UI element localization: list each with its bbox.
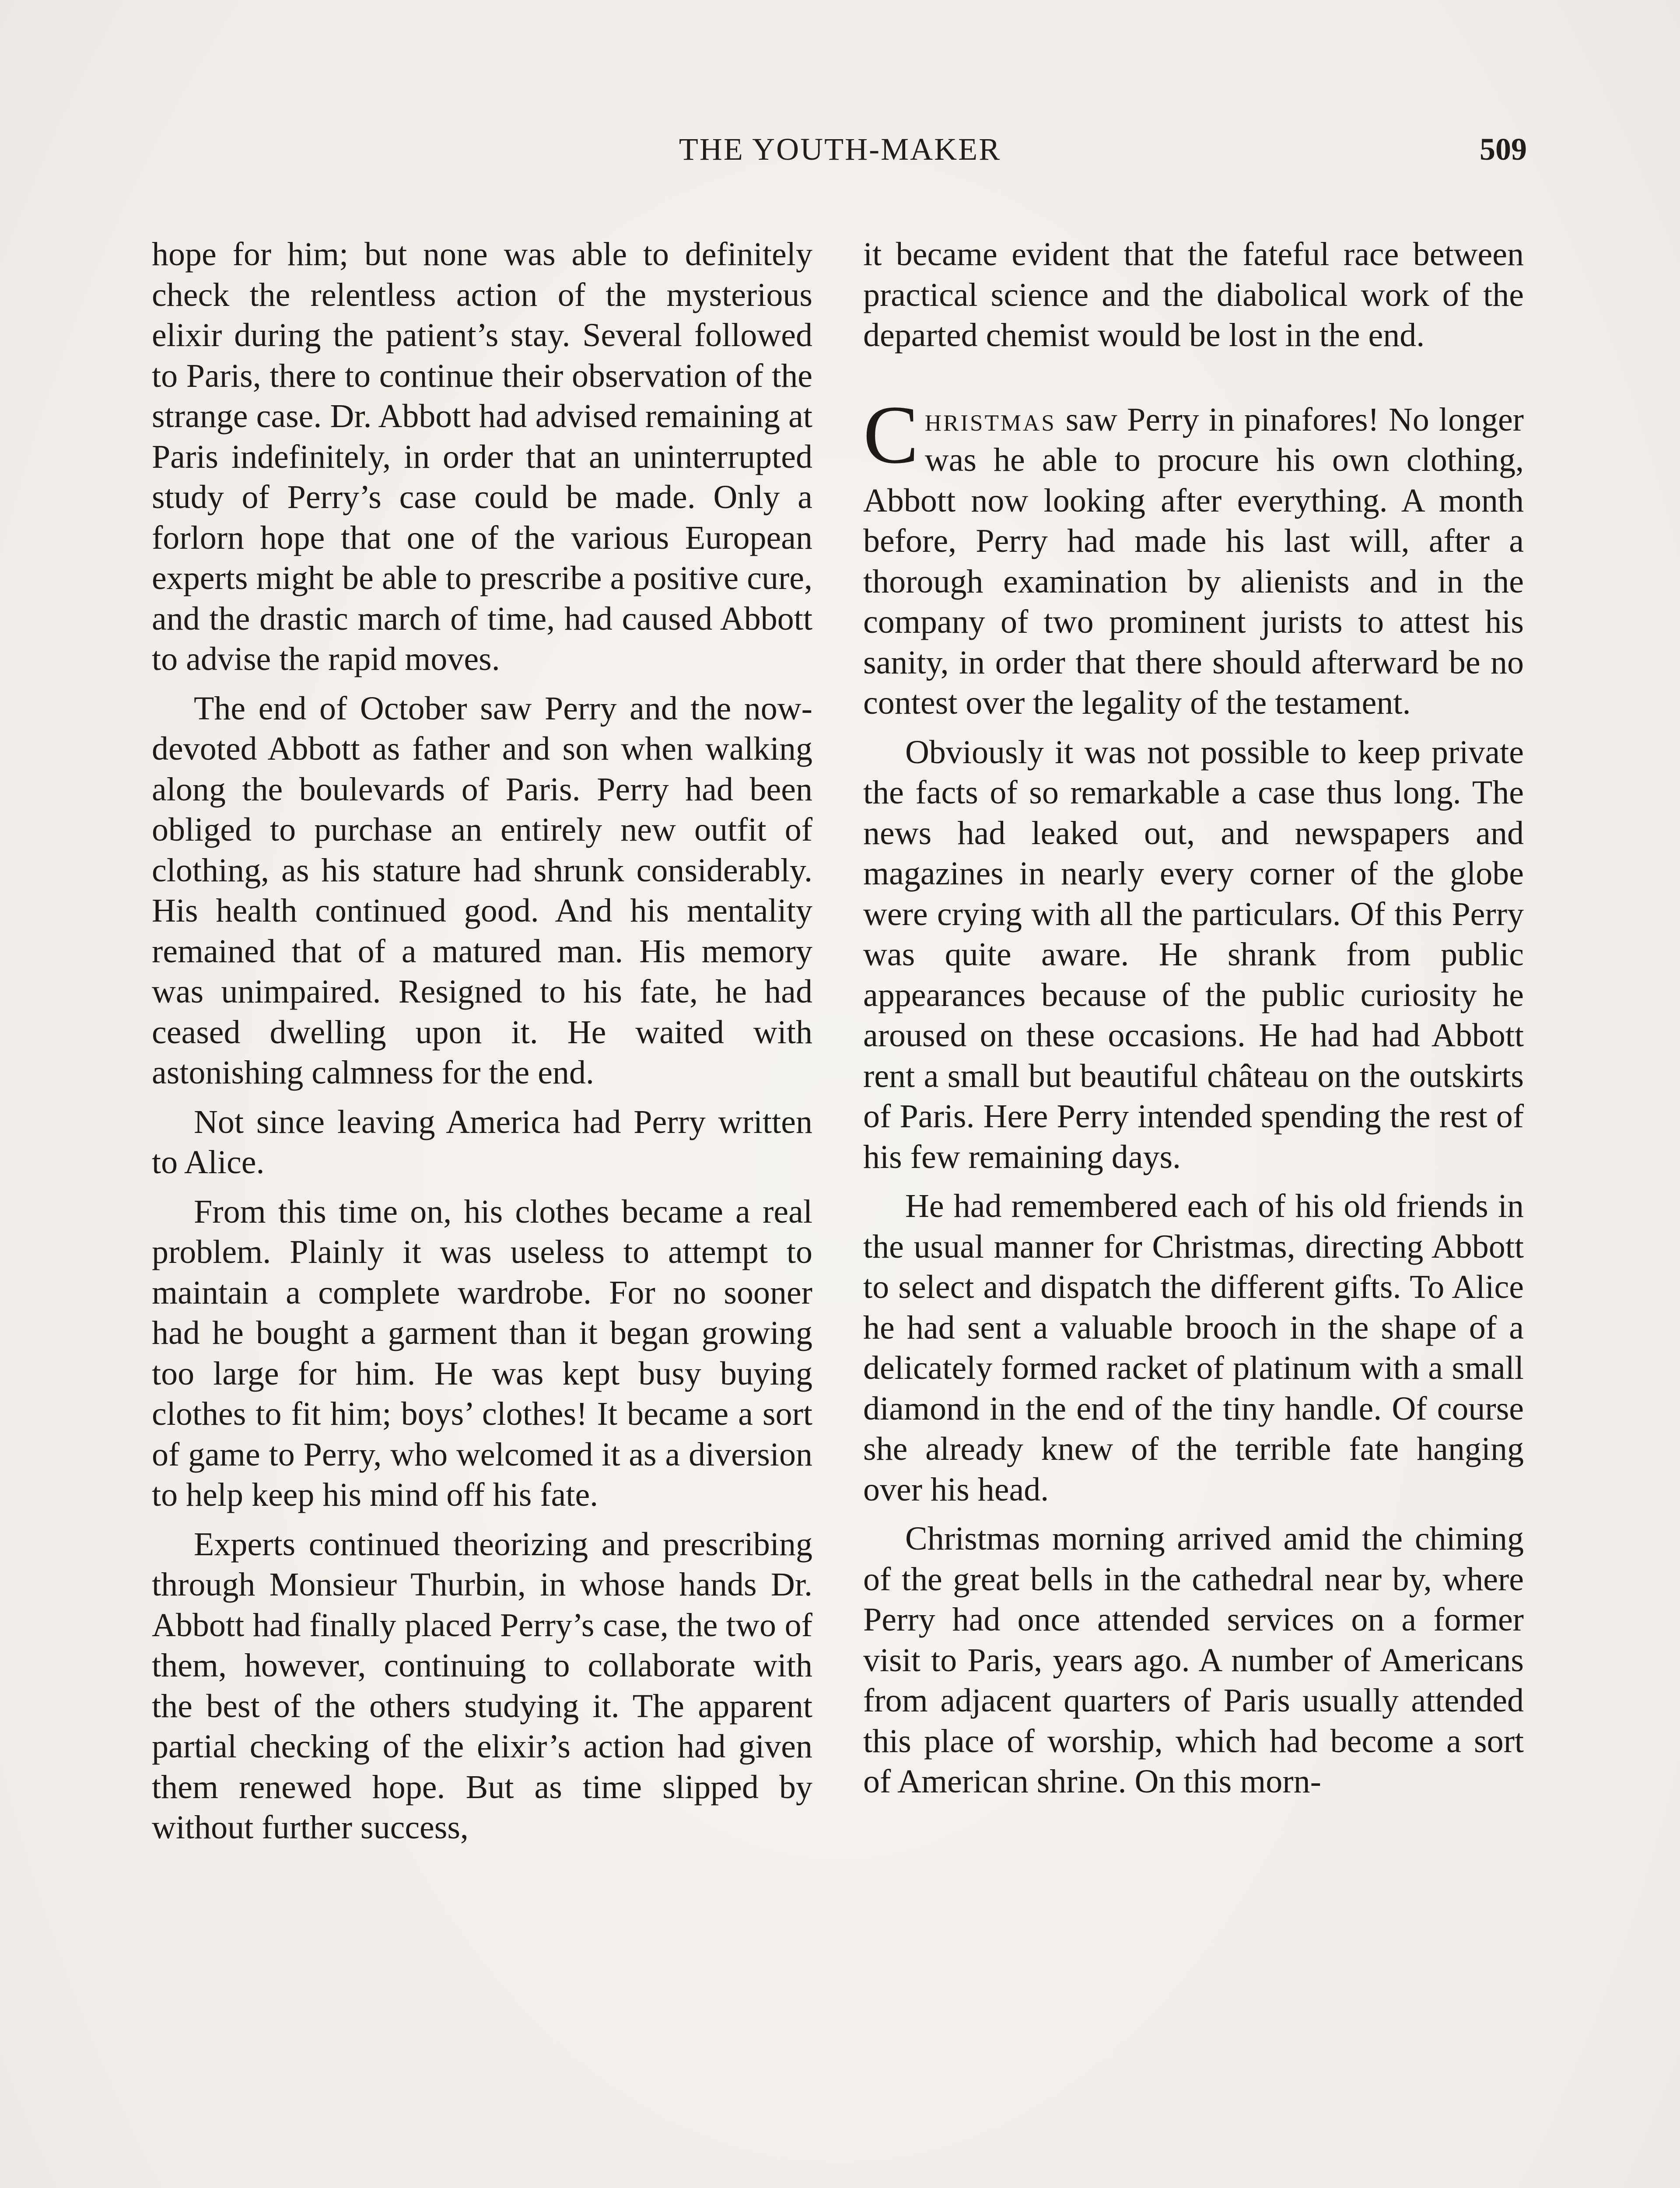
drop-cap: C (863, 389, 919, 481)
small-caps-lead: hristmas (924, 401, 1056, 438)
paragraph: Not since leaving America had Perry written to Alice. (152, 1103, 812, 1181)
page-number: 509 (1480, 132, 1527, 167)
paragraph: it became evident that the fateful race between practical science and the diabolical work of the departed chemist would be lost in the end. (863, 236, 1524, 354)
left-column (152, 234, 812, 1848)
running-title: THE YOUTH-MAKER (679, 132, 1001, 167)
paragraph: hope for him; but none was able to definitely check the relentless action of the mysterious elixir during the patient’s stay. Several followed to Paris, there to continue their observation of the strange case. Dr. Abbott had advised remaining at Paris indefinitely, in order that an uninterrupted study of Perry’s case could be made. Only a forlorn hope that one of the various European experts might be able to prescribe a positive cure, and the drastic march of time, had caused Abbott to advise the rapid moves. (152, 236, 812, 677)
paragraph-text: saw Perry in pinafores! No longer was he able to procure his own clothing, Abbott now looking after everything. A month before, Perry had made his last will, after a thorough examination by alienists and in the company of two prominent jurists to attest his sanity, in order that there should afterward be no contest over the legality of the testament. (863, 401, 1524, 721)
page-header (153, 131, 1527, 179)
section-opening-paragraph (863, 389, 1524, 723)
paragraph: Experts continued theorizing and prescribing through Monsieur Thurbin, in whose hands Dr. Abbott had finally placed Perry’s case, the two of them, however, continuing to collaborate with the best of the others studying it. The apparent partial checking of the elixir’s action had given them renewed hope. But as time slipped by without further success, (152, 1525, 812, 1846)
paragraph: Christmas morning arrived amid the chiming of the great bells in the cathedral near by, where Perry had once attended services on a former visit to Paris, years ago. A number of Americans from adjacent quarters of Paris usually attended this place of worship, which had become a sort of American shrine. On this morn- (863, 1520, 1524, 1800)
section-break (863, 356, 1524, 400)
right-column (863, 234, 1524, 1802)
paragraph: Obviously it was not possible to keep private the facts of so remarkable a case thus long. The news had leaked out, and newspapers and magazines in nearly every corner of the globe were crying with all the particulars. Of this Perry was quite aware. He shrank from public appearances because of the public curiosity he aroused on these occasions. He had had Abbott rent a small but beautiful château on the outskirts of Paris. Here Perry intended spending the rest of his few remaining days. (863, 733, 1524, 1175)
paragraph: He had remembered each of his old friends in the usual manner for Christmas, directing Abbott to select and dispatch the different gifts. To Alice he had sent a valuable brooch in the shape of a delicately formed racket of platinum with a small diamond in the end of the tiny handle. Of course she already knew of the terrible fate hanging over his head. (863, 1188, 1524, 1508)
paragraph: From this time on, his clothes became a real problem. Plainly it was useless to attempt to maintain a complete wardrobe. For no sooner had he bought a garment than it began growing too large for him. He was kept busy buying clothes to fit him; boys’ clothes! It became a sort of game to Perry, who welcomed it as a diversion to help keep his mind off his fate. (152, 1193, 812, 1513)
paragraph: The end of October saw Perry and the now-devoted Abbott as father and son when walking along the boulevards of Paris. Perry had been obliged to purchase an entirely new outfit of clothing, as his stature had shrunk considerably. His health continued good. And his mentality remained that of a matured man. His memory was unimpaired. Resigned to his fate, he had ceased dwelling upon it. He waited with astonishing calmness for the end. (152, 690, 812, 1091)
